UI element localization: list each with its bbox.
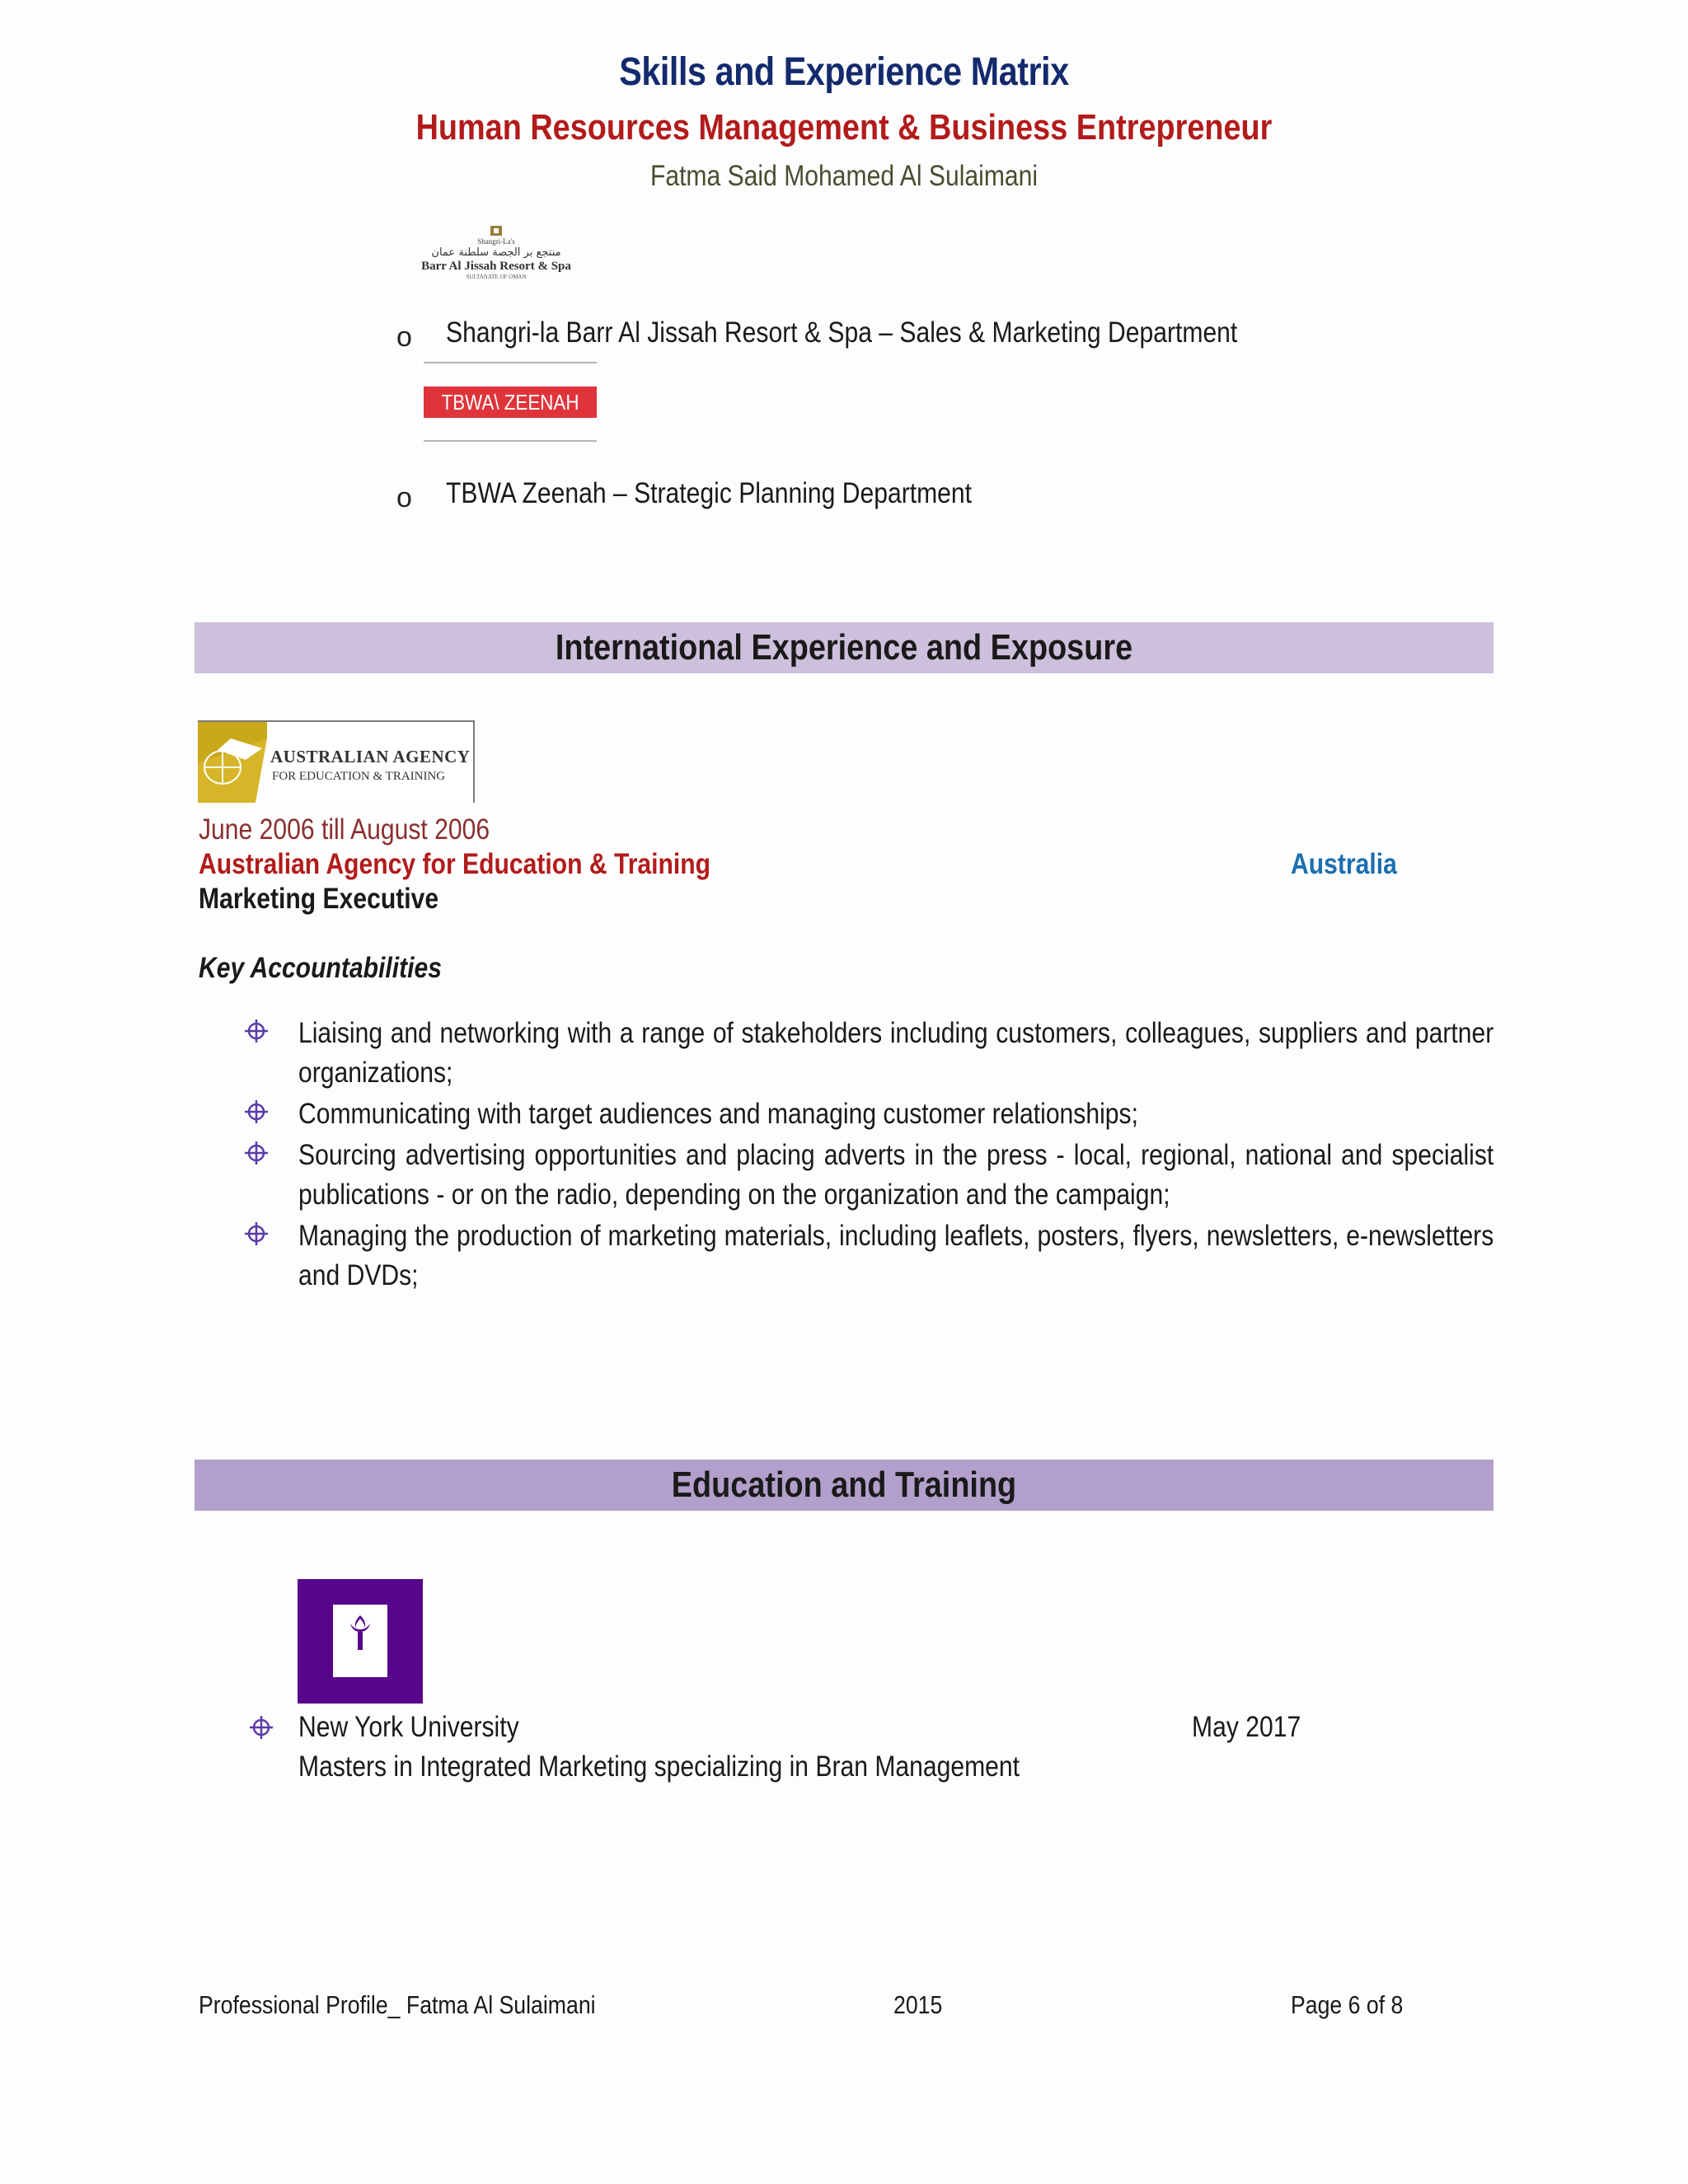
education-institution: New York University — [298, 1711, 519, 1743]
job-location: Australia — [1291, 848, 1397, 880]
section-heading-international: International Experience and Exposure — [555, 627, 1133, 668]
shangrila-tagline: SULTANATE OF OMAN — [466, 274, 527, 280]
nyu-logo-text: NYU — [332, 1655, 388, 1682]
shangrila-emblem-icon — [489, 224, 504, 237]
footer-page-number: Page 6 of 8 — [1291, 1990, 1404, 2019]
footer-left: Professional Profile_ Fatma Al Sulaimani — [199, 1990, 596, 2019]
accountability-text: Sourcing advertising opportunities and placing adverts in the press - local, regional, national and specialist publications - or on the radio, depending on the organization and the campaign; — [298, 1139, 1494, 1211]
section-heading-education: Education and Training — [671, 1465, 1017, 1505]
section-band-international — [195, 622, 1493, 673]
crosshair-bullet-icon — [249, 1715, 274, 1740]
list-item — [244, 1136, 1493, 1215]
accountability-text: Liaising and networking with a range of stakeholders including customers, colleagues, suppliers and partner organizations; — [298, 1017, 1494, 1089]
graduation-globe-icon — [198, 722, 267, 803]
tbwa-logo — [424, 387, 597, 418]
shangrila-arabic-name: منتجع بر الجصة سلطنة عمان — [431, 246, 561, 259]
accountabilities-heading: Key Accountabilities — [199, 952, 442, 984]
aaet-logo-line2: FOR EDUCATION & TRAINING — [272, 770, 446, 783]
job-role: Marketing Executive — [199, 883, 439, 915]
tbwa-logo-text: TBWA\ ZEENAH — [441, 390, 579, 415]
tbwa-logo-rule-top — [424, 362, 597, 363]
list-bullet: o — [396, 321, 412, 353]
job-dates: June 2006 till August 2006 — [199, 813, 490, 846]
section-band-education — [195, 1460, 1493, 1511]
placement-shangrila: Shangri-la Barr Al Jissah Resort & Spa – Sales & Marketing Department — [446, 316, 1238, 349]
footer-center: 2015 — [893, 1990, 943, 2019]
crosshair-bullet-icon — [244, 1221, 269, 1246]
page-subtitle: Human Resources Management & Business Entrepreneur — [415, 107, 1273, 148]
aaet-logo — [198, 720, 475, 803]
author-name: Fatma Said Mohamed Al Sulaimani — [649, 160, 1039, 192]
education-degree: Masters in Integrated Marketing specializing in Bran Management — [298, 1750, 1020, 1783]
placement-tbwa: TBWA Zeenah – Strategic Planning Department — [446, 477, 973, 509]
torch-icon — [344, 1614, 377, 1652]
list-item — [244, 1094, 1493, 1134]
list-item — [244, 1014, 1493, 1093]
accountability-text: Communicating with target audiences and managing customer relationships; — [298, 1098, 1138, 1130]
accountabilities-list — [244, 1014, 1493, 1297]
job-organization: Australian Agency for Education & Training — [199, 848, 711, 880]
page-title: Skills and Experience Matrix — [619, 50, 1069, 94]
education-date: May 2017 — [1192, 1711, 1301, 1743]
tbwa-logo-rule-bottom — [424, 440, 597, 442]
list-bullet: o — [396, 482, 412, 513]
accountability-text: Managing the production of marketing materials, including leaflets, posters, flyers, newsletters, e-newsletters and DVDs; — [298, 1220, 1494, 1291]
crosshair-bullet-icon — [244, 1099, 269, 1124]
shangrila-name: Barr Al Jissah Resort & Spa — [421, 260, 571, 273]
crosshair-bullet-icon — [244, 1141, 269, 1165]
shangrila-brand: Shangri-La's — [477, 237, 515, 246]
nyu-logo — [298, 1579, 423, 1704]
crosshair-bullet-icon — [244, 1019, 269, 1043]
shangrila-logo — [419, 224, 574, 292]
list-item — [244, 1216, 1493, 1296]
aaet-logo-line1: AUSTRALIAN AGENCY — [270, 747, 471, 766]
